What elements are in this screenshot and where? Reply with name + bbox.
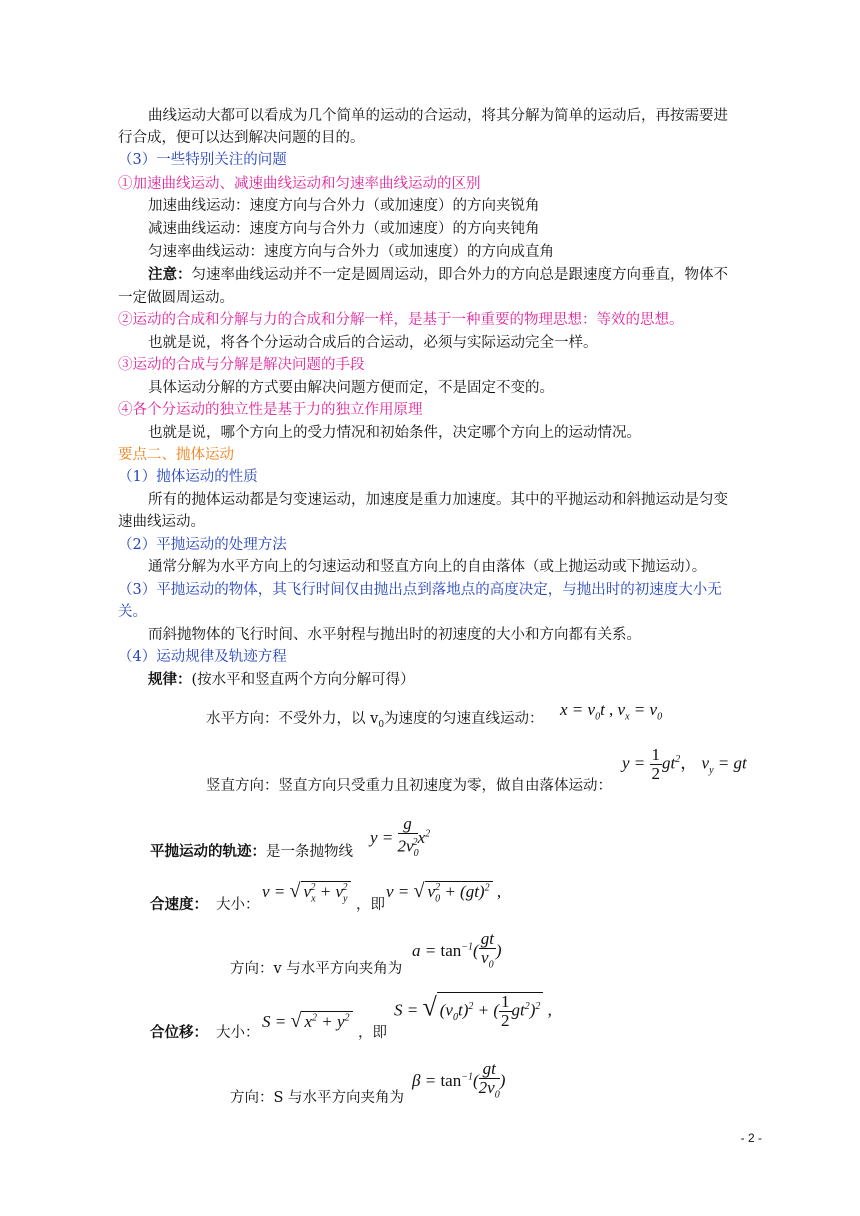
line-decelerating: 减速曲线运动：速度方向与合外力（或加速度）的方向夹钝角 bbox=[148, 221, 540, 237]
heading-means: ③运动的合成与分解是解决问题的手段 bbox=[118, 357, 365, 373]
formula-velocity-1: v = √ $v_x^2 + v_y^2$ bbox=[262, 880, 351, 904]
formula-displacement-2: S = √ $(v_0t)^2$ + ( $\frac{1}{2}$ $gt^2)^2$ , bbox=[394, 992, 552, 1030]
heading-method: （2）平抛运动的处理方法 bbox=[118, 537, 287, 553]
line-means: 具体运动分解的方式要由解决问题方便而定，不是固定不变的。 bbox=[148, 380, 554, 396]
line-method: 通常分解为水平方向上的匀速运动和竖直方向上的自由落体（或上抛运动或下抛运动）。 bbox=[148, 559, 707, 575]
line-independence: 也就是说，哪个方向上的受力情况和初始条件，决定哪个方向上的运动情况。 bbox=[148, 425, 641, 441]
velocity-label: 合速度： bbox=[150, 896, 208, 913]
line-horizontal: 水平方向：不受外力，以 $v_0$为速度的匀速直线运动： bbox=[206, 711, 544, 730]
heading-special-issues: （3）一些特别关注的问题 bbox=[118, 152, 287, 168]
displacement-direction: 方向：S 与水平方向夹角为 bbox=[230, 1090, 405, 1106]
note-text: 匀速率曲线运动并不一定是圆周运动，即合外力的方向总是跟速度方向垂直，物体不 bbox=[191, 267, 728, 283]
note-line bbox=[148, 265, 728, 285]
line-projectile-nature: 所有的抛体运动都是匀变速运动，加速度是重力加速度。其中的平抛运动和斜抛运动是匀变 bbox=[148, 492, 728, 508]
formula-trajectory: y = $\frac{g}{2v_0^2}$ $x^2$ bbox=[370, 814, 431, 860]
formula-displacement-1: S = √ $x^2 + y^2$ bbox=[262, 1010, 353, 1033]
heading-curve-difference: ①加速曲线运动、减速曲线运动和匀速率曲线运动的区别 bbox=[118, 176, 481, 192]
displacement-size: 大小： bbox=[216, 1025, 260, 1041]
displacement-ji: ，即 bbox=[358, 1025, 387, 1041]
velocity-direction: 方向：v 与水平方向夹角为 bbox=[230, 961, 403, 977]
line-vertical: 竖直方向：竖直方向只受重力且初速度为零，做自由落体运动： bbox=[206, 778, 612, 794]
trajectory-label: 平抛运动的轨迹： bbox=[150, 843, 266, 860]
heading-projectile-nature: （1）抛体运动的性质 bbox=[118, 469, 258, 485]
note-text-cont: 一定做圆周运动。 bbox=[118, 290, 234, 306]
formula-horizontal: $x = v_0t$ , $v_x = v_0$ bbox=[560, 700, 663, 723]
trajectory-text: 是一条抛物线 bbox=[266, 844, 353, 860]
formula-displacement-angle: $\beta = \tan^{-1}$( $\frac{gt}{2v_0}$ ) bbox=[412, 1059, 506, 1101]
heading-laws: （4）运动规律及轨迹方程 bbox=[118, 649, 287, 665]
heading-flight-time-cont: 关。 bbox=[118, 604, 147, 620]
velocity-size: 大小： bbox=[216, 897, 260, 913]
formula-vertical: y = $\frac{1}{2}$ $gt^2$， $v_y$ = gt bbox=[622, 745, 747, 783]
paragraph-intro: 曲线运动大都可以看成为几个简单的运动的合运动，将其分解为简单的运动后，再按需要进 bbox=[148, 108, 728, 124]
paragraph-intro-cont: 行合成，便可以达到解决问题的目的。 bbox=[118, 130, 365, 146]
page-number: - 2 - bbox=[740, 1131, 762, 1145]
trajectory-line bbox=[150, 842, 353, 862]
law-label: 规律： bbox=[148, 671, 192, 688]
line-equivalence: 也就是说，将各个分运动合成后的合运动，必须与实际运动完全一样。 bbox=[148, 335, 598, 351]
line-projectile-nature-cont: 速曲线运动。 bbox=[118, 514, 205, 530]
line-laws bbox=[148, 670, 415, 690]
line-oblique: 而斜抛物体的飞行时间、水平射程与抛出时的初速度的大小和方向都有关系。 bbox=[148, 627, 641, 643]
formula-velocity-angle: $a = \tan^{-1}$( $\frac{gt}{v_0}$ ) bbox=[412, 929, 502, 971]
heading-equivalence: ②运动的合成和分解与力的合成和分解一样，是基于一种重要的物理思想：等效的思想。 bbox=[118, 312, 684, 328]
law-text: (按水平和竖直两个方向分解可得） bbox=[191, 672, 415, 688]
heading-flight-time: （3）平抛运动的物体，其飞行时间仅由抛出点到落地点的高度决定，与抛出时的初速度大小无 bbox=[118, 582, 722, 598]
velocity-ji: ，即 bbox=[356, 897, 385, 913]
heading-independence: ④各个分运动的独立性是基于力的独立作用原理 bbox=[118, 402, 423, 418]
heading-key-point-2: 要点二、抛体运动 bbox=[118, 447, 234, 463]
line-uniform-rate: 匀速率曲线运动：速度方向与合外力（或加速度）的方向成直角 bbox=[148, 244, 554, 260]
line-accelerating: 加速曲线运动：速度方向与合外力（或加速度）的方向夹锐角 bbox=[148, 198, 540, 214]
displacement-label: 合位移： bbox=[150, 1024, 208, 1041]
note-label: 注意： bbox=[148, 266, 192, 283]
formula-velocity-2: v = √ $v_0^2 + (gt)^2$ , bbox=[386, 880, 502, 905]
